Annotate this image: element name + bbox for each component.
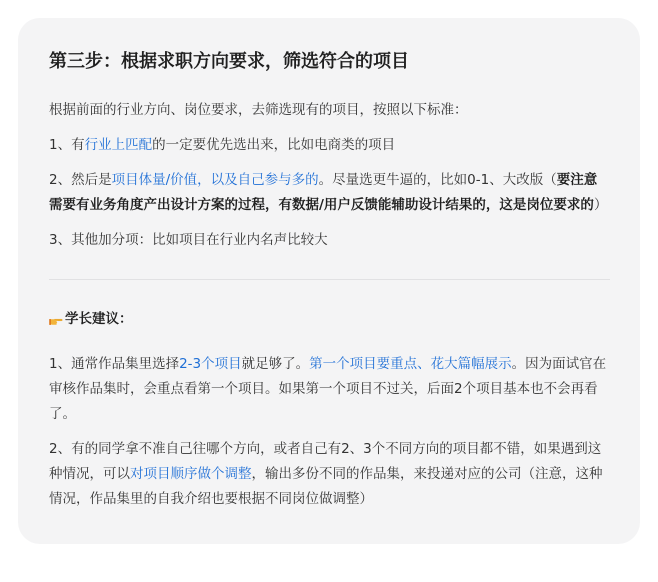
advice-2-highlight: 对项目顺序做个调整 [130,466,252,482]
advice-1 [49,352,610,427]
criterion-1 [49,133,610,158]
criterion-1-suffix: 的一定要优先选出来，比如电商类的项目 [152,137,396,153]
advice-1-highlight-2: 第一个项目要重点、花大篇幅展示 [309,356,512,372]
intro-text: 根据前面的行业方向、岗位要求，去筛选现有的项目，按照以下标准： [49,102,468,118]
criterion-2-prefix: 2、然后是 [49,172,112,188]
advice-2-prefix: 2、有的同学拿不准自己往哪个方向，或者自己有2、3个不同方向的项目都不错，如果遇到这种情况，可以 [49,441,602,482]
advice-1-prefix: 1、通常作品集里选择 [49,356,180,372]
section-title: 第三步：根据求职方向要求，筛选符合的项目 [49,51,409,72]
criterion-2-highlight: 项目体量/价值，以及自己参与多的 [111,172,319,188]
section-divider [49,279,610,280]
criterion-2-bold: 要注意需要有业务角度产出设计方案的过程，有数据/用户反馈能辅助设计结果的，这是岗位要求的 [49,172,598,213]
advice-2-suffix: ，输出多份不同的作品集，来投递对应的公司（注意，这种情况，作品集里的自我介绍也要根据不同岗位做调整） [49,466,603,507]
advice-1-highlight-1: 2-3个项目 [179,356,242,372]
advice-1-suffix: 。因为面试官在审核作品集时，会重点看第一个项目。如果第一个项目不过关，后面2个项目基本也不会再看了。 [49,356,607,422]
criterion-2-middle: 。尽量选更牛逼的，比如0-1、大改版（ [318,172,557,188]
content-card [18,18,640,544]
advice-heading [49,308,610,330]
criterion-3: 3、其他加分项：比如项目在行业内名声比较大 [49,232,328,248]
criterion-1-highlight: 行业上匹配 [84,137,153,153]
advice-heading-text: 学长建议： [65,311,133,327]
criterion-2-suffix: ） [593,197,608,213]
criterion-1-prefix: 1、有 [49,137,85,153]
criterion-2 [49,168,610,218]
pointing-hand-icon [49,312,63,326]
advice-1-middle: 就足够了。 [241,356,310,372]
advice-2 [49,437,610,512]
